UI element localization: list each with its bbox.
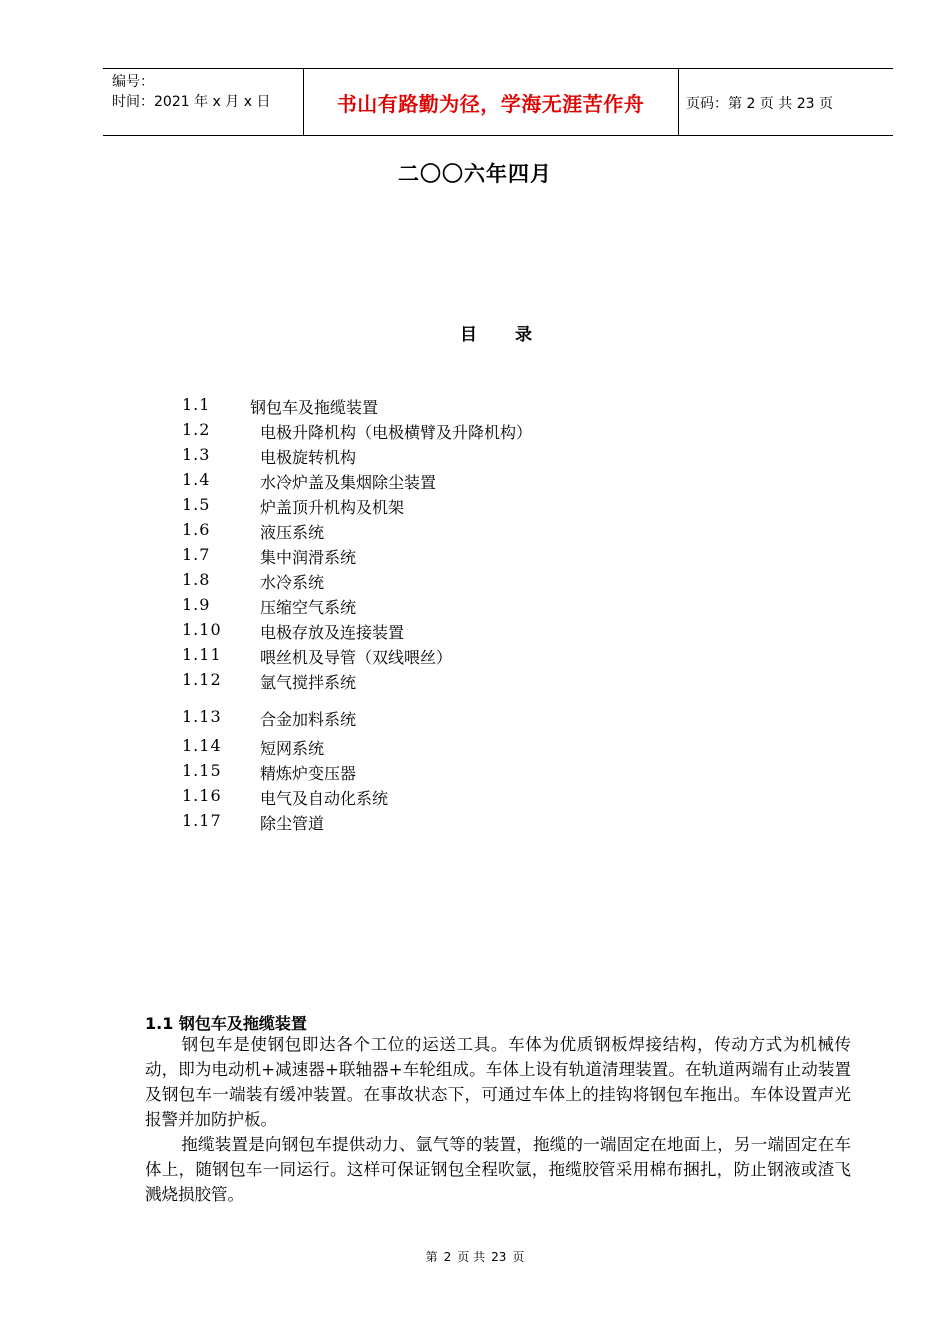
toc-title-char-2: 录 bbox=[515, 325, 532, 345]
toc-title bbox=[460, 320, 532, 345]
toc-title-char-1: 目 bbox=[460, 325, 477, 345]
header-page-info: 页码：第 2 页 共 23 页 bbox=[686, 96, 833, 112]
toc-item-text: 电极存放及连接装置 bbox=[260, 623, 405, 642]
toc-item-number: 1.15 bbox=[182, 761, 222, 780]
paragraph-1-text: 钢包车是使钢包即达各个工位的运送工具。车体为优质钢板焊接结构，传动方式为机械传动，即为电动机+减速器+联轴器+车轮组成。车体上设有轨道清理装置。在轨道两端有止动装置及钢包车一端装有缓冲装置。在事故状态下，可通过车体上的挂钩将钢包车拖出。车体设置声光报警并加防护板。 bbox=[145, 1035, 851, 1129]
toc-item-text: 钢包车及拖缆装置 bbox=[250, 398, 379, 417]
toc-item-text: 液压系统 bbox=[260, 523, 325, 542]
toc-item-text: 氩气搅拌系统 bbox=[260, 673, 357, 692]
toc-item-text: 合金加料系统 bbox=[260, 710, 357, 729]
page-footer bbox=[0, 1248, 950, 1265]
toc-item-number: 1.8 bbox=[182, 570, 211, 589]
paragraph-2-text: 拖缆装置是向钢包车提供动力、氩气等的装置，拖缆的一端固定在地面上，另一端固定在车体上，随钢包车一同运行。这样可保证钢包全程吹氩，拖缆胶管采用棉布捆扎，防止钢液或渣飞溅烧损胶管。 bbox=[145, 1135, 851, 1204]
document-date: 二〇〇六年四月 bbox=[398, 162, 552, 186]
header-time-label: 时间：2021 年 x 月 x 日 bbox=[112, 94, 271, 110]
header-slogan: 书山有路勤为径，学海无涯苦作舟 bbox=[336, 92, 645, 116]
header-bottom-rule bbox=[103, 135, 893, 136]
section-paragraph-1 bbox=[145, 1032, 851, 1132]
toc-item-number: 1.10 bbox=[182, 620, 222, 639]
toc-item-text: 炉盖顶升机构及机架 bbox=[260, 498, 405, 517]
footer-page-number: 2 bbox=[443, 1250, 452, 1264]
section-paragraph-2 bbox=[145, 1132, 851, 1207]
footer-mid: 页 共 bbox=[457, 1250, 486, 1264]
toc-item-number: 1.5 bbox=[182, 495, 211, 514]
toc-item-number: 1.13 bbox=[182, 707, 222, 726]
toc-item-text: 集中润滑系统 bbox=[260, 548, 357, 567]
toc-item-text: 短网系统 bbox=[260, 739, 325, 758]
header-top-rule bbox=[103, 68, 893, 69]
header-meta bbox=[112, 72, 270, 112]
toc-item-text: 电极旋转机构 bbox=[260, 448, 357, 467]
toc-item-text: 除尘管道 bbox=[260, 814, 325, 833]
toc-item-number: 1.4 bbox=[182, 470, 211, 489]
footer-prefix: 第 bbox=[425, 1250, 438, 1264]
toc-item-text: 水冷系统 bbox=[260, 573, 325, 592]
toc-item-text: 电气及自动化系统 bbox=[260, 789, 389, 808]
toc-item-number: 1.11 bbox=[182, 645, 222, 664]
toc-item-text: 水冷炉盖及集烟除尘装置 bbox=[260, 473, 437, 492]
section-heading: 1.1 钢包车及拖缆装置 bbox=[145, 1014, 307, 1033]
toc-item-number: 1.1 bbox=[182, 395, 211, 414]
toc-item-number: 1.6 bbox=[182, 520, 211, 539]
footer-suffix: 页 bbox=[512, 1250, 525, 1264]
footer-total-pages: 23 bbox=[491, 1250, 507, 1264]
toc-item-number: 1.9 bbox=[182, 595, 211, 614]
header-number-label: 编号： bbox=[112, 74, 154, 90]
toc-item-number: 1.7 bbox=[182, 545, 211, 564]
toc-item-number: 1.12 bbox=[182, 670, 222, 689]
toc-item-text: 喂丝机及导管（双线喂丝） bbox=[260, 648, 453, 667]
toc-item-number: 1.14 bbox=[182, 736, 222, 755]
toc-item-text: 精炼炉变压器 bbox=[260, 764, 357, 783]
toc-item-number: 1.3 bbox=[182, 445, 211, 464]
toc-item-number: 1.2 bbox=[182, 420, 211, 439]
toc-item-number: 1.17 bbox=[182, 811, 222, 830]
toc-item-number: 1.16 bbox=[182, 786, 222, 805]
toc-item-text: 压缩空气系统 bbox=[260, 598, 357, 617]
header-divider-right bbox=[678, 68, 679, 135]
toc-item-text: 电极升降机构（电极横臂及升降机构） bbox=[260, 423, 533, 442]
